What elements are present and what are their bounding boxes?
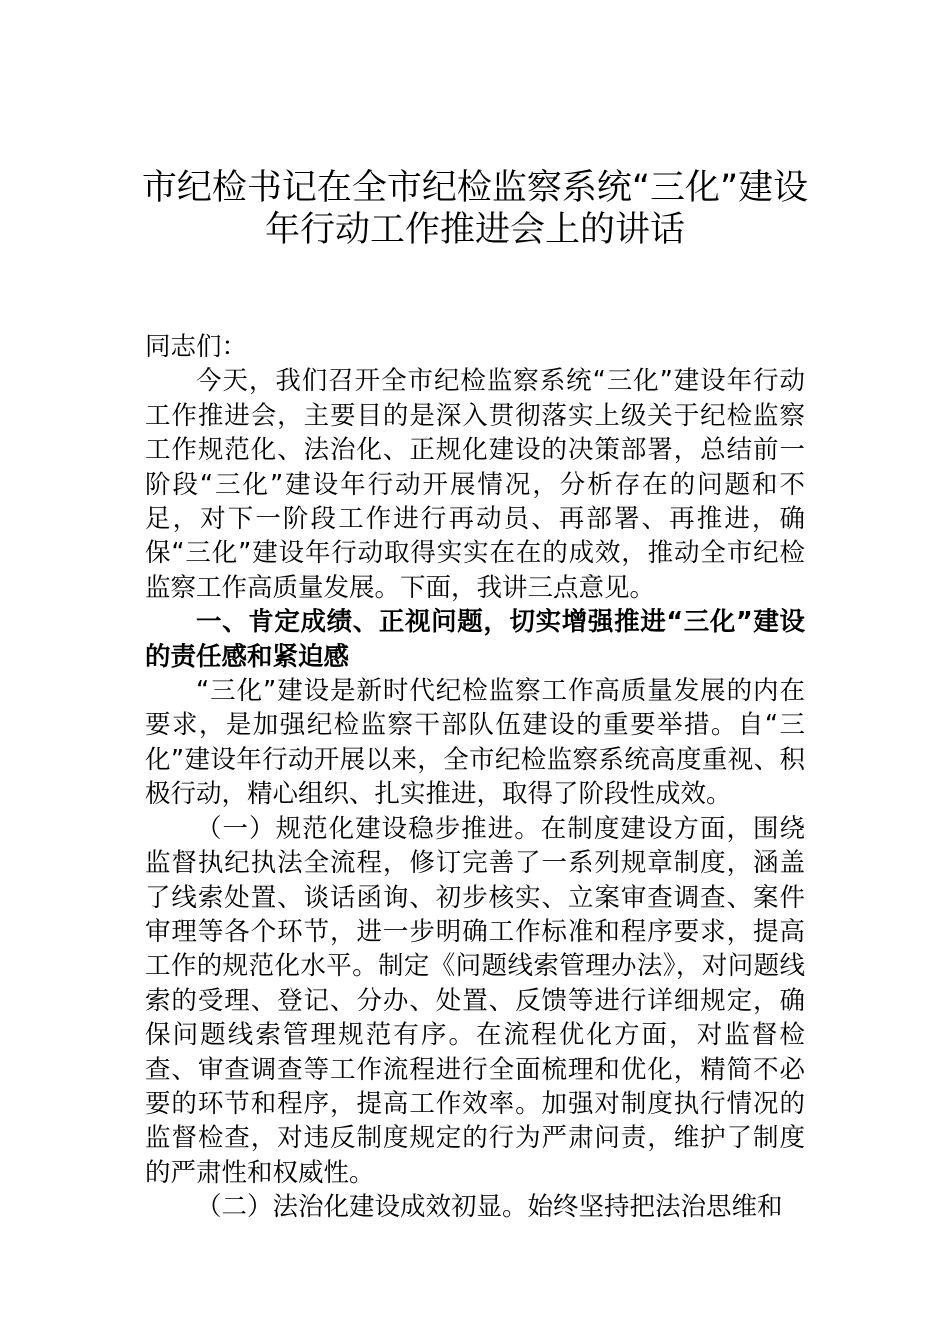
paragraph-achievements: “三化”建设是新时代纪检监察工作高质量发展的内在要求，是加强纪检监察干部队伍建设的重要举措。自“三化”建设年行动开展以来，全市纪检监察系统高度重视、积极行动，精心组织、扎实推进，取得了阶段性成效。 [145, 676, 805, 810]
salutation: 同志们： [145, 332, 248, 362]
paragraph-rule-of-law: （二）法治化建设成效初显。始终坚持把法治思维和 [196, 1192, 783, 1223]
document-title-line1: 市纪检书记在全市纪检监察系统“三化”建设 [141, 168, 809, 208]
section-heading-1: 一、肯定成绩、正视问题，切实增强推进“三化”建设的责任感和紧迫感 [145, 607, 805, 672]
paragraph-intro: 今天，我们召开全市纪检监察系统“三化”建设年行动工作推进会，主要目的是深入贯彻落实上级关于纪检监察工作规范化、法治化、正规化建设的决策部署，总结前一阶段“三化”建设年行动开展情况，分析存在的问题和不足，对下一阶段工作进行再动员、再部署、再推进，确保“三化”建设年行动取得实实在在的成效，推动全市纪检监察工作高质量发展。下面，我讲三点意见。 [145, 366, 805, 603]
paragraph-standardization: （一）规范化建设稳步推进。在制度建设方面，围绕监督执纪执法全流程，修订完善了一系列规章制度，涵盖了线索处置、谈话函询、初步核实、立案审查调查、案件审理等各个环节，进一步明确工作标准和程序要求，提高工作的规范化水平。制定《问题线索管理办法》，对问题线索的受理、登记、分办、处置、反馈等进行详细规定，确保问题线索管理规范有序。在流程优化方面，对监督检查、审查调查等工作流程进行全面梳理和优化，精简不必要的环节和程序，提高工作效率。加强对制度执行情况的监督检查，对违反制度规定的行为严肃问责，维护了制度的严肃性和权威性。 [145, 813, 805, 1188]
document-body [145, 330, 805, 1225]
document-title-line2: 年行动工作推进会上的讲话 [264, 210, 685, 250]
